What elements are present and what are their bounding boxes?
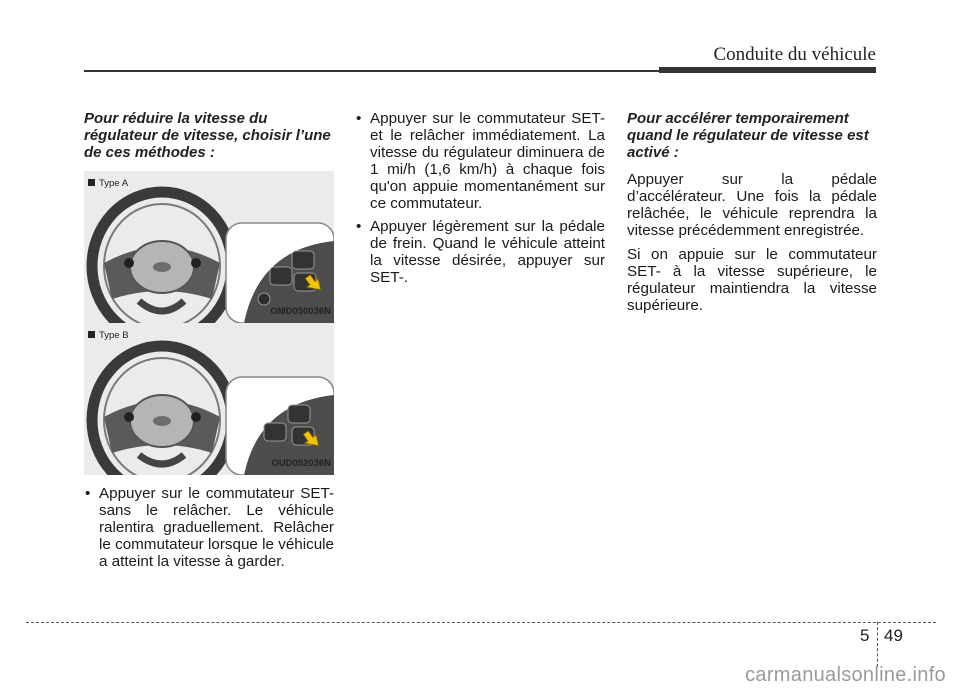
steering-wheel-illustration <box>84 171 334 323</box>
paragraph-set-higher: Si on appuie sur le commutateur SET- à la vitesse supérieure, le régulateur maintiendra la vitesse supérieure. <box>627 246 877 314</box>
subheading-accelerate: Pour accélérer temporairement quand le régulateur de vitesse est activé : <box>627 110 869 161</box>
steering-wheel-illustration <box>84 323 334 475</box>
figure-type-b <box>84 323 334 475</box>
figure-code-b: OUD052036N <box>271 458 331 469</box>
footer-divider <box>877 622 878 667</box>
column-2 <box>355 110 605 292</box>
bullet-set-tap: • Appuyer sur le commutateur SET- et le relâcher immédiatement. La vitesse du régulateur diminuera de 1 mi/h (1,6 km/h) à chaque fois qu'on appuie momentanément sur ce commutateur. <box>355 110 605 212</box>
subheading-reduce-speed: Pour réduire la vitesse du régulateur de vitesse, choisir l’une de ces méthodes : <box>84 110 331 161</box>
figure-type-a-label: Type A <box>88 175 128 192</box>
header-rule-thick <box>659 67 876 73</box>
header-title: Conduite du véhicule <box>713 44 876 65</box>
column-3 <box>627 110 877 321</box>
figure-type-a <box>84 171 334 323</box>
paragraph-accelerator: Appuyer sur la pédale d’accélérateur. Une fois la pédale relâchée, le véhicule reprendra la vitesse précédemment enregistrée. <box>627 171 877 239</box>
watermark: carmanualsonline.info <box>745 664 946 686</box>
bullet-brake: • Appuyer légèrement sur la pédale de frein. Quand le véhicule atteint la vitesse désirée, appuyer sur SET-. <box>355 218 605 286</box>
figure-code-a: OMD050036N <box>270 306 331 317</box>
page-number: 49 <box>884 626 903 645</box>
bullet-set-hold: • Appuyer sur le commutateur SET- sans le relâcher. Le véhicule ralentira graduellement. Relâcher le commutateur lorsque le véhicule a atteint la vitesse à garder. <box>84 485 334 570</box>
chapter-number: 5 <box>860 626 870 645</box>
footer-dashed-rule <box>26 622 936 623</box>
figure-type-b-label: Type B <box>88 327 129 344</box>
header-rule <box>84 70 659 72</box>
column-1 <box>84 110 334 576</box>
